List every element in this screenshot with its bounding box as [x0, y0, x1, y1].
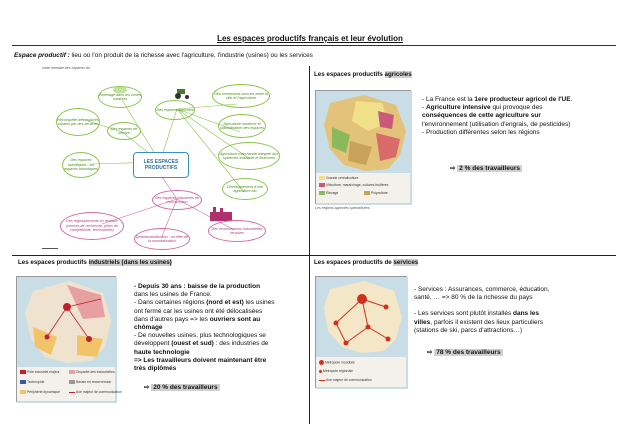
- ind-text-run: les usines: [243, 299, 275, 307]
- legend-swatch: [319, 380, 325, 381]
- legend-swatch: [69, 380, 75, 384]
- ind-text-bold: (nord et est): [206, 299, 244, 307]
- arrow-icon: ⇨: [450, 165, 458, 172]
- serv-text-run: , parfois il existent des lieux particuliers: [430, 318, 543, 326]
- agri-text-run: l'environnement (utilisation d'engrais, de pesticides): [422, 120, 571, 128]
- mindmap-bubble: Désindustrialisation : un effet de la mondialisation: [134, 228, 190, 250]
- agri-text-run: - La France est la: [422, 96, 475, 103]
- ind-text-bold: (ouest et sud): [171, 340, 214, 348]
- ind-text-line: [134, 283, 306, 291]
- serv-text-run: - Services : Assurances, commerce, éducation,: [414, 286, 550, 293]
- agri-map-legend: [316, 173, 410, 203]
- legend-item: Bassin en reconversion: [69, 380, 111, 384]
- mindmap-bubble: Des connexions accrues entre la ville et l'agriculture: [212, 84, 270, 108]
- legend-item: Technopôle: [20, 380, 44, 384]
- legend-swatch: [319, 191, 325, 195]
- ind-text-run: - De nouvelles usines, plus technologiques se: [134, 332, 266, 340]
- legend-item: Métropole régionale: [319, 369, 353, 373]
- arrow-icon: ⇨: [427, 349, 435, 356]
- serv-map-legend: [316, 357, 406, 387]
- agri-text-run: qui provoque des: [490, 104, 543, 112]
- ind-text-bold: haute technologie: [134, 348, 190, 356]
- mindmap-bubble: Des espaces de service: [107, 122, 141, 140]
- mindmap-underline: [42, 248, 58, 249]
- legend-swatch: [319, 360, 324, 365]
- legend-item: Élevage: [319, 191, 338, 195]
- title-divider: [12, 45, 616, 46]
- mindmap-bubble: Développement d'une agriculture bio: [222, 178, 268, 200]
- legend-swatch: [69, 370, 75, 374]
- agri-text-line: [422, 104, 612, 112]
- arrow-icon: ⇨: [144, 384, 152, 391]
- serv-panel-title: Les espaces productifs de services: [314, 259, 419, 266]
- legend-item: Disparité des industrielles: [69, 370, 115, 374]
- mindmap-bubble: Reconquête des espaces urbains par des services: [56, 108, 100, 136]
- ind-text-line: [134, 365, 306, 373]
- legend-swatch: [20, 370, 26, 374]
- agri-text: [422, 96, 612, 137]
- legend-item: Périphérie dynamique: [20, 390, 60, 394]
- serv-text-line: [414, 327, 614, 335]
- serv-title-highlight: services: [393, 259, 419, 266]
- definition: [14, 52, 313, 59]
- legend-swatch: [319, 370, 322, 373]
- legend-item: Polyculture: [364, 191, 388, 195]
- serv-text-line: [414, 302, 614, 310]
- mindmap-bubble: Des reconversions industrielles réussies: [208, 220, 266, 242]
- legend-swatch: [20, 390, 26, 394]
- agri-text-bold: Agriculture intensive: [425, 104, 491, 112]
- definition-term: Espace productif :: [14, 52, 70, 59]
- legend-swatch: [20, 380, 26, 384]
- mindmap-bubble: Des espaces agricoles: [155, 100, 195, 120]
- serv-text-run: - Les services sont plutôt installés: [414, 310, 513, 318]
- mindmap-bubble: Agriculture moderne et subordination des espaces: [218, 114, 266, 138]
- mindmap-bubble: Des regroupements en réseaux (centres de recherche, pôles de compétitivité, technopôles): [60, 212, 124, 240]
- legend-item: Viticulture, maraîchage, cultures fruitières: [319, 183, 388, 187]
- ind-text-run: - Dans certaines régions: [134, 299, 207, 307]
- ind-text-line: [134, 332, 306, 340]
- serv-badge-text: 78 % des travailleurs: [436, 349, 501, 356]
- ind-title-highlight: industriels (dans les usines): [88, 259, 172, 266]
- ind-text-bold: - Depuis 30 ans : baisse de la production: [134, 283, 261, 290]
- agri-text-run: -: [422, 104, 426, 112]
- legend-item: Grande céréaliculture: [319, 176, 358, 180]
- ind-text-line: [134, 291, 306, 299]
- serv-text-bold: dans les: [513, 310, 540, 318]
- ind-text-line: [134, 357, 306, 365]
- horizontal-divider: [12, 255, 616, 256]
- agri-map-caption: Les régions agricoles spécialisées: [315, 206, 370, 210]
- agri-text-line: [422, 96, 612, 104]
- serv-text-run: (stations de ski, parcs d'attractions…): [414, 326, 523, 334]
- tractor-icon: [172, 86, 192, 100]
- ind-text-line: [134, 340, 306, 348]
- ind-text-run: dans les usines de France.: [134, 291, 212, 299]
- vertical-divider: [309, 66, 310, 424]
- ind-map-legend: [17, 367, 122, 401]
- ind-text-run: ont fermé car les usines ont été délocalisées: [134, 307, 263, 315]
- legend-item: Axe majeur de communication: [319, 378, 372, 382]
- agri-text-run: - Production différentes selon les régions: [422, 128, 540, 136]
- agri-text-line: [422, 129, 612, 137]
- mindmap-caption: carte mentale des espaces de: [42, 66, 90, 70]
- serv-map: [315, 276, 407, 388]
- legend-item: Métropole mondiale: [319, 360, 355, 365]
- mindmap-center: LES ESPACES PRODUCTIFS: [133, 152, 189, 178]
- mindmap-bubble: Des espaces industriels en reconversion: [152, 190, 202, 210]
- serv-badge: [427, 348, 503, 356]
- legend-item: Pôle industriel majeur: [20, 370, 60, 374]
- legend-swatch: [69, 392, 75, 393]
- legend-swatch: [364, 191, 370, 195]
- serv-text-bold: villes: [414, 318, 431, 326]
- ind-text-line: [134, 316, 306, 324]
- ind-text-bold: => Les travailleurs doivent maintenant être: [134, 356, 267, 364]
- serv-text: [414, 286, 614, 335]
- agri-title-highlight: agricoles: [384, 71, 412, 78]
- factory-icon: [210, 207, 232, 221]
- ind-text-line: [134, 308, 306, 316]
- ind-text-bold: ouvriers sont au: [209, 315, 261, 323]
- ind-text-run: dans d'autres pays => les: [134, 315, 210, 323]
- ind-text-line: [134, 324, 306, 332]
- ind-panel-title: Les espaces productifs industriels (dans les usines): [18, 259, 172, 266]
- legend-swatch: [319, 176, 325, 180]
- mindmap-bubble: Aménagé dans les zones urbaines: [98, 86, 142, 108]
- legend-item: Axe majeur de communication: [69, 390, 122, 394]
- serv-text-line: [414, 319, 614, 327]
- agri-map: [315, 90, 411, 204]
- legend-swatch: [319, 183, 325, 187]
- serv-text-line: [414, 294, 614, 302]
- mindmap-panel: [12, 64, 308, 254]
- ind-text-run: développent: [134, 340, 172, 348]
- serv-text-line: [414, 310, 614, 318]
- ind-map: [16, 276, 122, 402]
- agri-text-line: [422, 112, 612, 120]
- ind-badge-text: 20 % des travailleurs: [153, 384, 218, 391]
- mindmap-bubble: Des espaces spécifiques : les espaces touristiques: [62, 152, 100, 178]
- agri-text-run: .: [570, 96, 573, 103]
- definition-text: lieu où l'on produit de la richesse avec l'agriculture, l'industrie (usines) ou les services: [69, 52, 313, 59]
- serv-text-run: santé, … => 80 % de la richesse du pays: [414, 294, 533, 302]
- page-title: Les espaces productifs français et leur évolution: [217, 34, 403, 43]
- agri-text-bold: 1ere producteur agricol de l'UE: [474, 96, 571, 103]
- agri-text-bold: conséquences de cette agriculture sur: [422, 112, 541, 120]
- ind-text-bold: très diplômés: [134, 365, 177, 373]
- ind-text-run: : des industries de: [213, 340, 269, 348]
- ind-text: [134, 283, 306, 373]
- ind-badge: [144, 383, 220, 391]
- mindmap-bubble: Agriculture marchande intégrée aux systèmes industriel et financiers: [218, 142, 280, 170]
- agri-badge: [450, 164, 522, 172]
- serv-text-line: [414, 286, 614, 294]
- ind-text-line: [134, 349, 306, 357]
- agri-badge-text: 2 % des travailleurs: [459, 165, 520, 172]
- ind-text-bold: chômage: [134, 324, 163, 332]
- ind-text-line: [134, 299, 306, 307]
- agri-text-line: [422, 121, 612, 129]
- agri-panel-title: Les espaces productifs agricoles: [314, 71, 412, 78]
